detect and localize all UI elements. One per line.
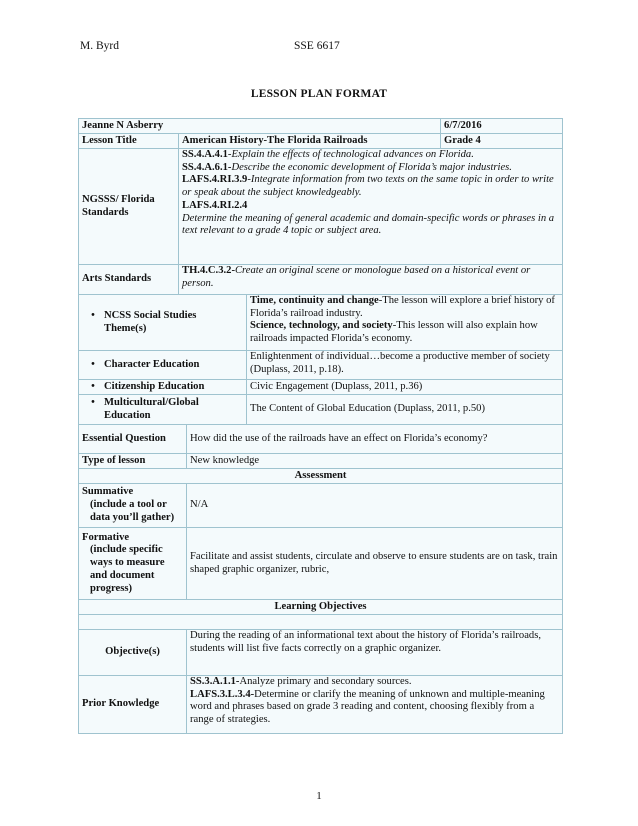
row-teacher [79,119,563,134]
bullet-icon: • [91,396,95,408]
character-text: Enlightenment of individual…become a productive member of society (Duplass, 2011, p.18). [247,351,563,380]
row-type-of-lesson [79,454,563,469]
row-lesson-title [79,134,563,149]
row-essential-question [79,425,563,454]
teacher-name: Jeanne N Asberry [79,119,441,134]
arts-label: Arts Standards [79,265,179,295]
ncss-label: • NCSS Social Studies Theme(s) [79,295,247,351]
prior-label: Prior Knowledge [79,676,187,734]
type-label: Type of lesson [79,454,187,469]
row-citizenship [79,380,563,395]
row-summative [79,484,563,528]
standard-item: SS.4.A.6.1-Describe the economic development of Florida’s major industries. [182,161,512,173]
summative-text: N/A [187,484,563,528]
header-course: SSE 6617 [294,40,340,52]
row-ngsss [79,149,563,265]
bullet-icon: • [91,309,95,321]
objectives-heading: Learning Objectives [79,600,563,615]
citizenship-text: Civic Engagement (Duplass, 2011, p.36) [247,380,563,395]
row-arts [79,265,563,295]
row-ncss [79,295,563,351]
document-title: LESSON PLAN FORMAT [250,88,388,100]
summative-label: Summative (include a tool or data you’ll gather) [79,484,187,528]
grade-value: Grade 4 [441,134,563,149]
essential-label: Essential Question [79,425,187,454]
character-label: • Character Education [79,351,247,380]
lesson-plan-table [78,118,563,734]
row-prior-knowledge [79,676,563,734]
standard-item: LAFS.4.RI.2.4 [182,199,248,211]
essential-text: How did the use of the railroads have an effect on Florida’s economy? [187,425,563,454]
ngsss-label: NGSSS/ Florida Standards [79,149,179,265]
objective-text: During the reading of an informational text about the history of Florida’s railroads, students will list five facts correctly on a graphic organizer. [187,630,563,676]
citizenship-label: • Citizenship Education [79,380,247,395]
header-author: M. Byrd [80,40,119,52]
lesson-date: 6/7/2016 [441,119,563,134]
standard-item: SS.4.A.4.1-Explain the effects of technological advances on Florida. [182,149,474,160]
multicultural-text: The Content of Global Education (Duplass, 2011, p.50) [247,395,563,425]
empty-row [79,615,563,630]
row-character [79,351,563,380]
objective-label: Objective(s) [79,630,187,676]
lesson-title-value: American History-The Florida Railroads [179,134,441,149]
page-number: 1 [316,790,322,802]
row-assessment-heading [79,469,563,484]
assessment-heading: Assessment [79,469,563,484]
type-text: New knowledge [187,454,563,469]
multicultural-label: • Multicultural/Global Education [79,395,247,425]
lesson-title-label: Lesson Title [79,134,179,149]
bullet-icon: • [91,380,95,392]
formative-text: Facilitate and assist students, circulate and observe to ensure students are on task, train shaped graphic organizer, rubric, [187,528,563,600]
row-empty [79,615,563,630]
row-objectives [79,630,563,676]
row-objectives-heading [79,600,563,615]
ncss-themes: Time, continuity and change-The lesson will explore a brief history of Florida’s railroad industry. Science, technology, and society-This lesson will also explain how railroads impacted Florida’s economy. [247,295,563,351]
prior-text: SS.3.A.1.1-Analyze primary and secondary sources. LAFS.3.L.3.4-Determine or clarify the meaning of unknown and multiple-meaning word and phrases based on grade 3 reading and content, choosing flexibly from a range of strategies. [187,676,563,734]
arts-standard: TH.4.C.3.2-Create an original scene or monologue based on a historical event or person. [179,265,563,295]
formative-label: Formative (include specific ways to measure and document progress) [79,528,187,600]
standard-item: Determine the meaning of general academic and domain-specific words or phrases in a text relevant to a grade 4 topic or subject area. [182,212,555,237]
row-multicultural [79,395,563,425]
bullet-icon: • [91,358,95,370]
ngsss-standards [179,149,563,265]
row-formative [79,528,563,600]
standard-item: LAFS.4.RI.3.9-Integrate information from two texts on the same topic in order to write or speak about the subject knowledgeably. [182,174,554,199]
